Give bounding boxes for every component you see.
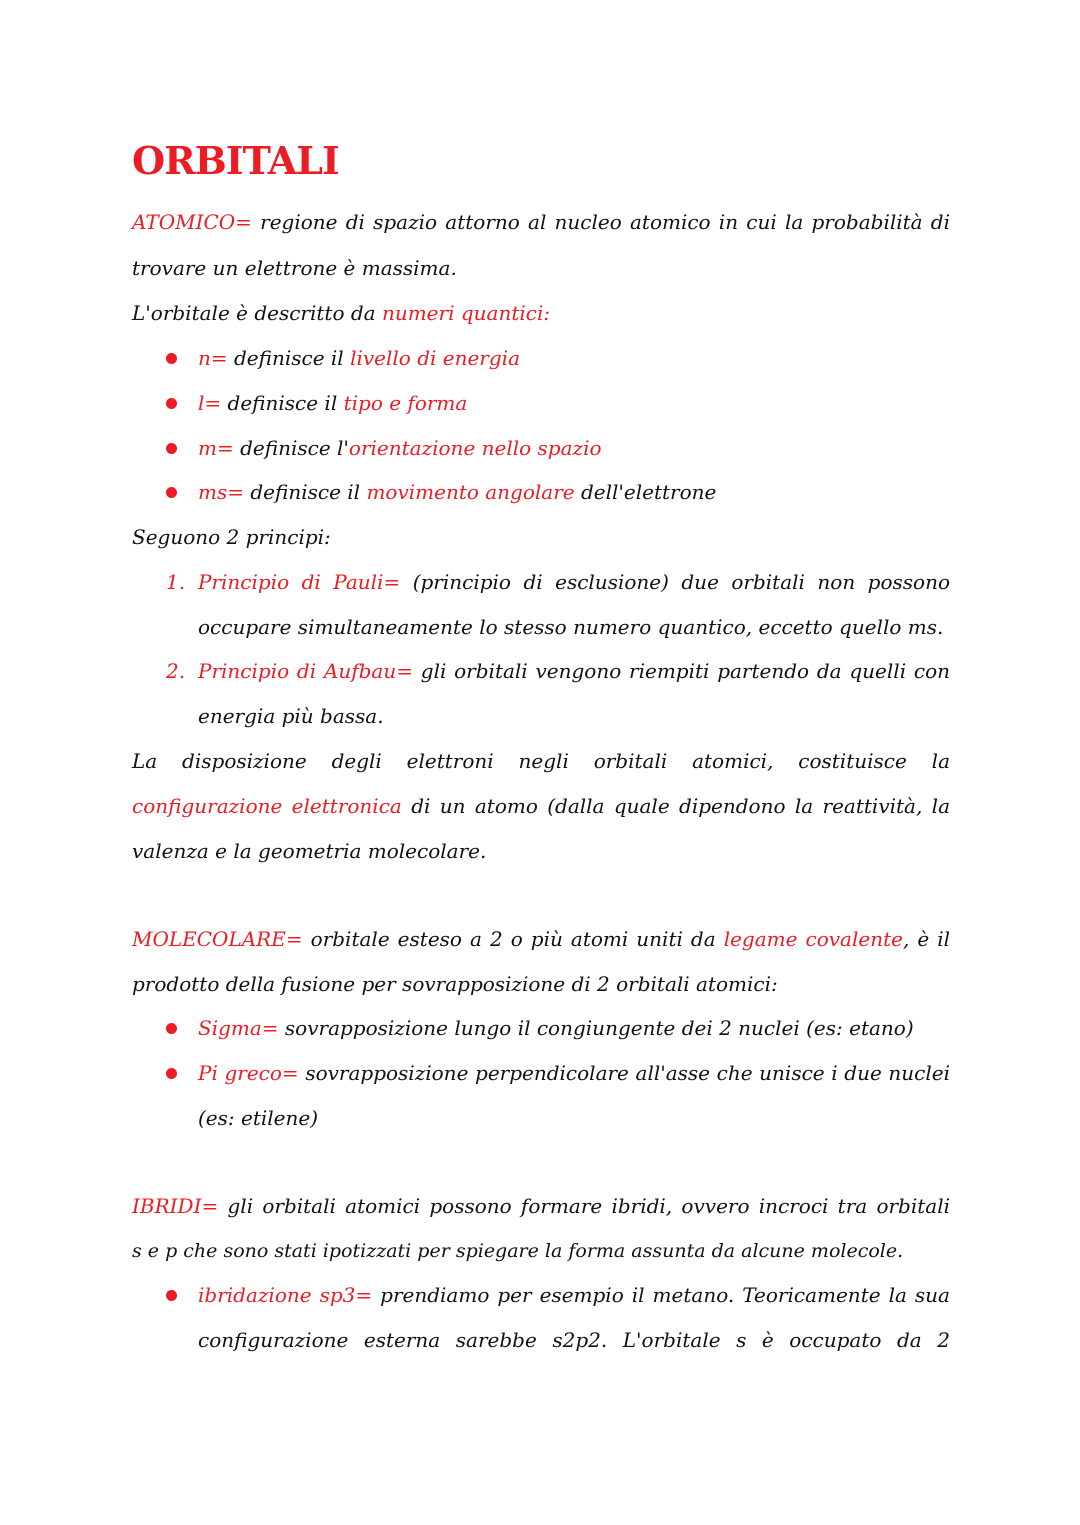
ibridi-line-2: s e p che sono stati ipotizzati per spiegare la forma assunta da alcune molecole.: [132, 1240, 904, 1262]
atomico-intro-red: numeri quantici:: [381, 301, 551, 325]
principio-number: 1.: [166, 570, 186, 594]
bullet-text: sovrapposizione perpendicolare all'asse che unisce i due nuclei: [305, 1061, 950, 1085]
bullet-dot: [166, 1023, 177, 1034]
principio-aufbau-line-2: energia più bassa.: [198, 704, 384, 728]
principio-label: Principio di Pauli=: [198, 570, 401, 594]
bullet-red: livello di energia: [350, 346, 520, 370]
bullet-red: tipo e forma: [343, 391, 468, 415]
bullet-text: definisce il: [234, 346, 344, 370]
atomico-intro-text: L'orbitale è descritto da: [132, 301, 376, 325]
atomico-line-1: [132, 207, 950, 237]
bullet-label: Sigma=: [198, 1016, 279, 1040]
bullet-dot: [166, 443, 177, 454]
config-line-2: [132, 791, 950, 821]
bullet-text: definisce l': [240, 436, 349, 460]
bullet-label: n=: [198, 346, 228, 370]
molecolare-label: MOLECOLARE=: [132, 927, 303, 951]
principio-pauli-line-1: [198, 567, 950, 597]
principio-label: Principio di Aufbau=: [198, 659, 413, 683]
molecolare-line-2: prodotto della fusione per sovrapposizione di 2 orbitali atomici:: [132, 972, 778, 996]
atomico-intro: [132, 298, 550, 328]
bullet-dot: [166, 1290, 177, 1301]
bullet-dot: [166, 487, 177, 498]
principio-number: 2.: [166, 659, 186, 683]
bullet-sp3-line-1: [198, 1280, 950, 1310]
bullet-red: orientazione nello spazio: [348, 436, 602, 460]
principi-intro: Seguono 2 principi:: [132, 525, 331, 549]
bullet-red: movimento angolare: [366, 480, 575, 504]
bullet-label: m=: [198, 436, 234, 460]
config-text: di un atomo (dalla quale dipendono la reattività, la: [411, 794, 951, 818]
atomico-label: ATOMICO=: [132, 210, 252, 234]
bullet-n: [198, 343, 520, 373]
bullet-tail: dell'elettrone: [580, 480, 717, 504]
molecolare-text: orbitale esteso a 2 o più atomi uniti da: [310, 927, 716, 951]
bullet-label: ibridazione sp3=: [198, 1283, 373, 1307]
config-red: configurazione elettronica: [132, 794, 402, 818]
page-title: ORBITALI: [132, 138, 339, 183]
bullet-label: ms=: [198, 480, 244, 504]
bullet-label: l=: [198, 391, 222, 415]
bullet-l: [198, 388, 467, 418]
bullet-ms: [198, 477, 716, 507]
bullet-text: sovrapposizione lungo il congiungente dei 2 nuclei (es: etano): [284, 1016, 914, 1040]
principio-pauli-line-2: occupare simultaneamente lo stesso numero quantico, eccetto quello ms.: [198, 615, 944, 639]
bullet-sp3-line-2: configurazione esterna sarebbe s2p2. L'orbitale s è occupato da 2: [198, 1328, 950, 1352]
ibridi-line-1: [132, 1191, 950, 1221]
bullet-text: definisce il: [250, 480, 361, 504]
bullet-m: [198, 433, 602, 463]
config-line-1: La disposizione degli elettroni negli orbitali atomici, costituisce la: [132, 749, 950, 773]
atomico-line-2: trovare un elettrone è massima.: [132, 256, 457, 280]
molecolare-line-1: [132, 924, 950, 954]
bullet-label: Pi greco=: [198, 1061, 299, 1085]
bullet-dot: [166, 1068, 177, 1079]
config-line-3: valenza e la geometria molecolare.: [132, 839, 487, 863]
bullet-pi-greco-line-2: (es: etilene): [198, 1106, 319, 1130]
ibridi-label: IBRIDI=: [132, 1194, 219, 1218]
atomico-def-1: regione di spazio attorno al nucleo atomico in cui la probabilità di: [260, 210, 950, 234]
molecolare-red: legame covalente: [723, 927, 903, 951]
principio-text: gli orbitali vengono riempiti partendo da quelli con: [420, 659, 950, 683]
ibridi-text: gli orbitali atomici possono formare ibridi, ovvero incroci tra orbitali: [227, 1194, 950, 1218]
principio-aufbau-line-1: [198, 656, 950, 686]
bullet-text: definisce il: [227, 391, 338, 415]
bullet-pi-greco: [198, 1058, 950, 1088]
molecolare-tail: , è il: [902, 927, 951, 951]
bullet-text: prendiamo per esempio il metano. Teoricamente la sua: [380, 1283, 950, 1307]
bullet-dot: [166, 353, 177, 364]
principio-text: (principio di esclusione) due orbitali non possono: [412, 570, 951, 594]
bullet-sigma: [198, 1013, 914, 1043]
bullet-dot: [166, 398, 177, 409]
